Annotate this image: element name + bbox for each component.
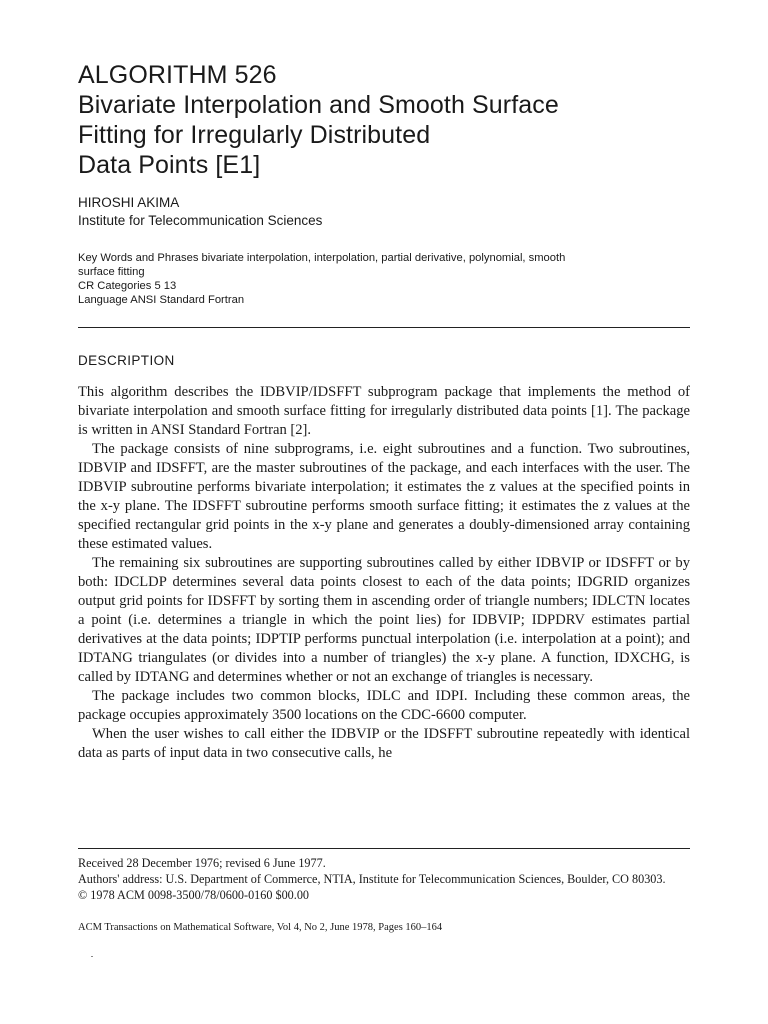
- keywords-line-2: surface fitting: [78, 266, 145, 278]
- paragraph-3: The remaining six subroutines are supporting subroutines called by either IDBVIP or IDSFFT or by both: IDCLDP determines several data points closest to each of the data points; IDGRID organizes output grid points for IDSFFT by sorting them in ascending order of triangle numbers; IDLCTN locates a point (i.e. determines a triangle in which the point lies) for IDBVIP; IDPDRV estimates partial derivatives at the data points; IDPTIP performs punctual interpolation (i.e. interpolation at a point); and IDTANG triangulates (or divides into a number of triangles) the x-y plane. A function, IDXCHG, is called by IDTANG and determines whether or not an exchange of triangles is necessary.: [78, 555, 690, 685]
- title-line-2: Fitting for Irregularly Distributed: [78, 121, 431, 149]
- copyright: © 1978 ACM 0098-3500/78/0600-0160 $00.00: [78, 888, 310, 902]
- author-address: Authors' address: U.S. Department of Commerce, NTIA, Institute for Telecommunication Sciences, Boulder, CO 80303.: [78, 872, 666, 886]
- section-heading: DESCRIPTION: [78, 353, 175, 368]
- title-line-3: Data Points [E1]: [78, 151, 261, 179]
- paragraph-2: The package consists of nine subprograms, i.e. eight subroutines and a function. Two subroutines, IDBVIP and IDSFFT, are the master subroutines of the package, and each interfaces with the user. The IDBVIP subroutine performs bivariate interpolation; it estimates the z values at the specified points in the x-y plane. The IDSFFT subroutine performs smooth surface fitting; it estimates the z values at the specified rectangular grid points in the x-y plane and generates a doubly-dimensioned array containing these estimated values.: [78, 441, 690, 552]
- keywords-line-1: Key Words and Phrases bivariate interpolation, interpolation, partial derivative, polynomial, smooth: [78, 252, 566, 264]
- title-block: [78, 60, 718, 180]
- body-text: [78, 383, 690, 763]
- author-block: [78, 194, 322, 230]
- top-divider: [78, 327, 690, 328]
- author-affiliation: Institute for Telecommunication Sciences: [78, 213, 323, 228]
- title-line-1: Bivariate Interpolation and Smooth Surface: [78, 91, 559, 119]
- paragraph-5: When the user wishes to call either the IDBVIP or the IDSFFT subroutine repeatedly with identical data as parts of input data in two consecutive calls, he: [78, 726, 690, 761]
- author-name: HIROSHI AKIMA: [78, 195, 180, 210]
- paragraph-1: This algorithm describes the IDBVIP/IDSFFT subprogram package that implements the method of bivariate interpolation and smooth surface fitting for irregularly distributed data points [1]. The package is written in ANSI Standard Fortran [2].: [78, 384, 690, 438]
- scan-speck: [91, 956, 93, 957]
- language: Language ANSI Standard Fortran: [78, 294, 245, 306]
- cr-categories: CR Categories 5 13: [78, 280, 177, 292]
- paragraph-4: The package includes two common blocks, IDLC and IDPI. Including these common areas, the package occupies approximately 3500 locations on the CDC-6600 computer.: [78, 688, 690, 723]
- received-date: Received 28 December 1976; revised 6 June 1977.: [78, 856, 326, 870]
- footnote-divider: [78, 848, 690, 849]
- algorithm-number: ALGORITHM 526: [78, 61, 277, 89]
- keywords-block: [78, 251, 698, 307]
- journal-citation: ACM Transactions on Mathematical Software, Vol 4, No 2, June 1978, Pages 160–164: [78, 922, 443, 933]
- footnotes: [78, 855, 690, 903]
